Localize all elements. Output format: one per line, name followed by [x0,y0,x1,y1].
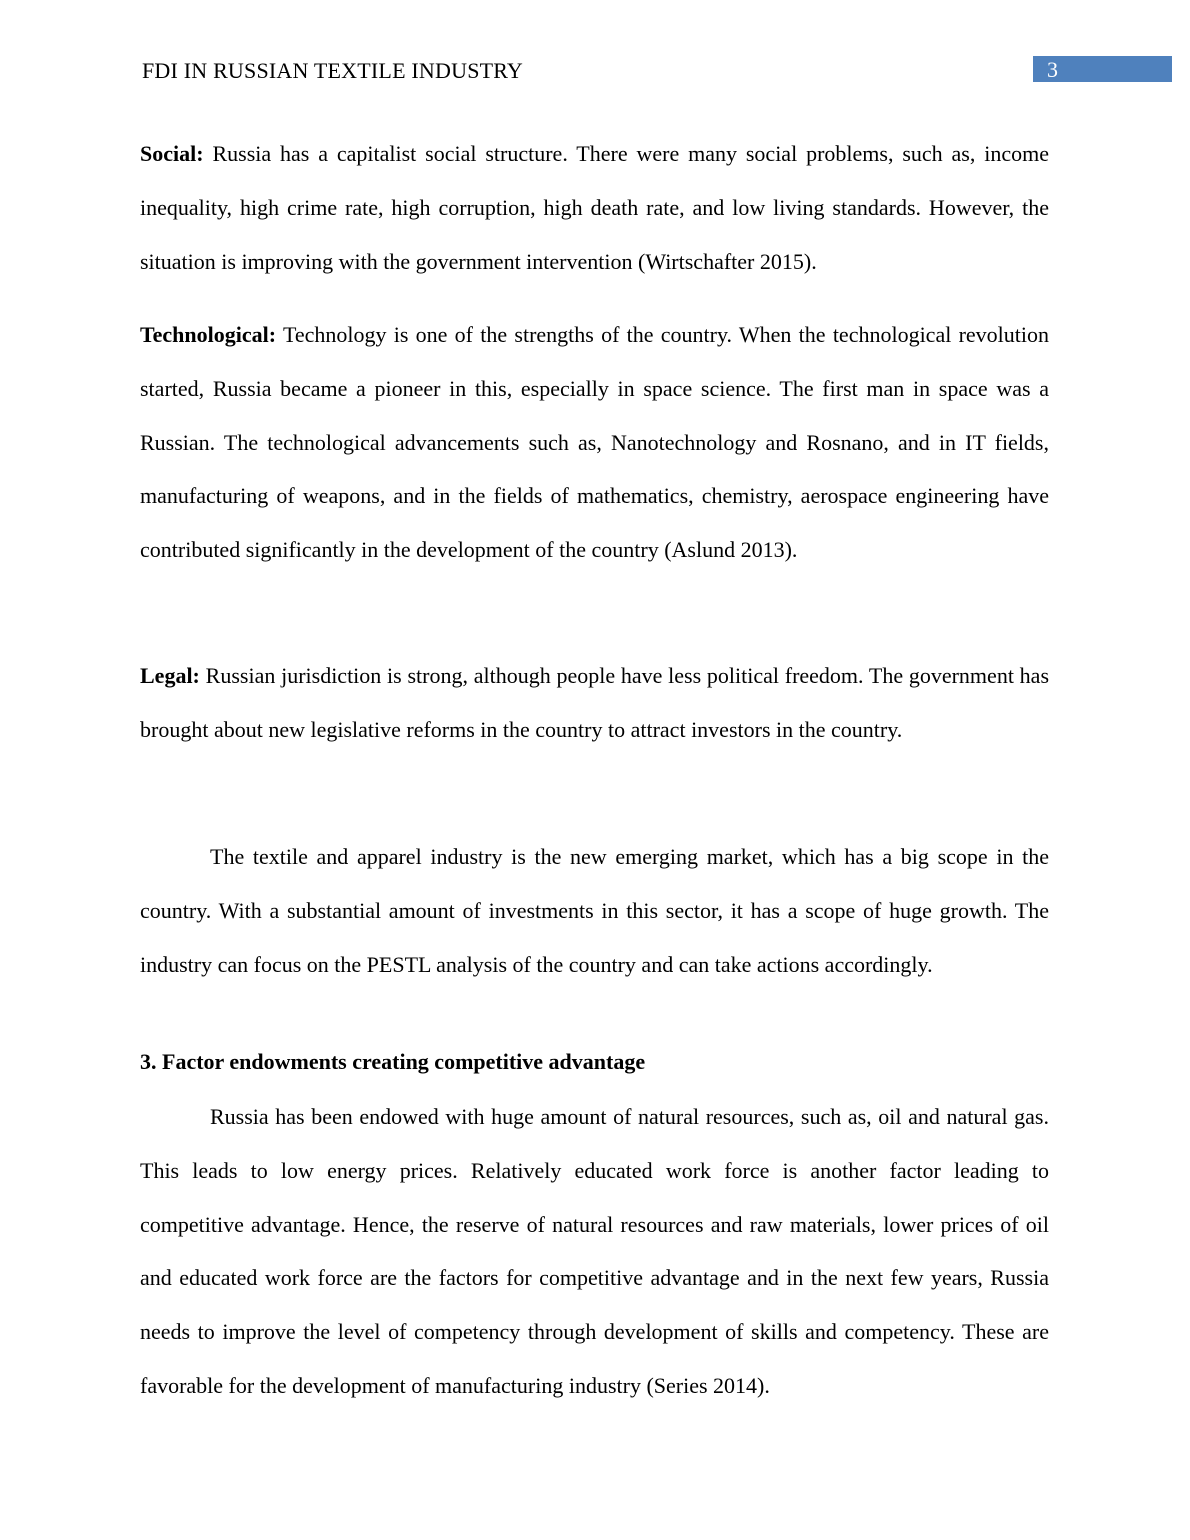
text-legal: Russian jurisdiction is strong, although people have less political freedom. The government has brought about new legislative reforms in the country to attract investors in the country. [140,663,1050,742]
label-legal: Legal: [140,663,200,688]
paragraph-factor-endowments: Russia has been endowed with huge amount of natural resources, such as, oil and natural gas. This leads to low energy prices. Relatively educated work force is another factor leading to competitive advantage. Hence, the reserve of natural resources and raw materials, lower prices of oil and educated work force are the factors for competitive advantage and in the next few years, Russia needs to improve the level of competency through development of skills and competency. These are favorable for the development of manufacturing industry (Series 2014). [140,1104,1049,1398]
paragraph-legal [140,649,1049,757]
label-social: Social: [140,141,204,166]
paragraph-social [140,127,1049,288]
page-number: 3 [1047,57,1058,82]
paragraph-technological [140,308,1049,577]
paragraph-textile: The textile and apparel industry is the new emerging market, which has a big scope in the country. With a substantial amount of investments in this sector, it has a scope of huge growth. The industry can focus on the PESTL analysis of the country and can take actions accordingly. [140,844,1049,977]
text-social: Russia has a capitalist social structure. There were many social problems, such as, income inequality, high crime rate, high corruption, high death rate, and low living standards. However, the situation is improving with the government intervention (Wirtschafter 2015). [140,141,1049,274]
label-technological: Technological: [140,322,277,347]
running-head: FDI IN RUSSIAN TEXTILE INDUSTRY [142,58,524,83]
section-heading: 3. Factor endowments creating competitive advantage [140,1049,646,1074]
page-number-box [1033,56,1172,82]
text-technological: Technology is one of the strengths of the country. When the technological revolution started, Russia became a pioneer in this, especially in space science. The first man in space was a Russian. The technological advancements such as, Nanotechnology and Rosnano, and in IT fields, manufacturing of weapons, and in the fields of mathematics, chemistry, aerospace engineering have contributed significantly in the development of the country (Aslund 2013). [140,322,1049,563]
